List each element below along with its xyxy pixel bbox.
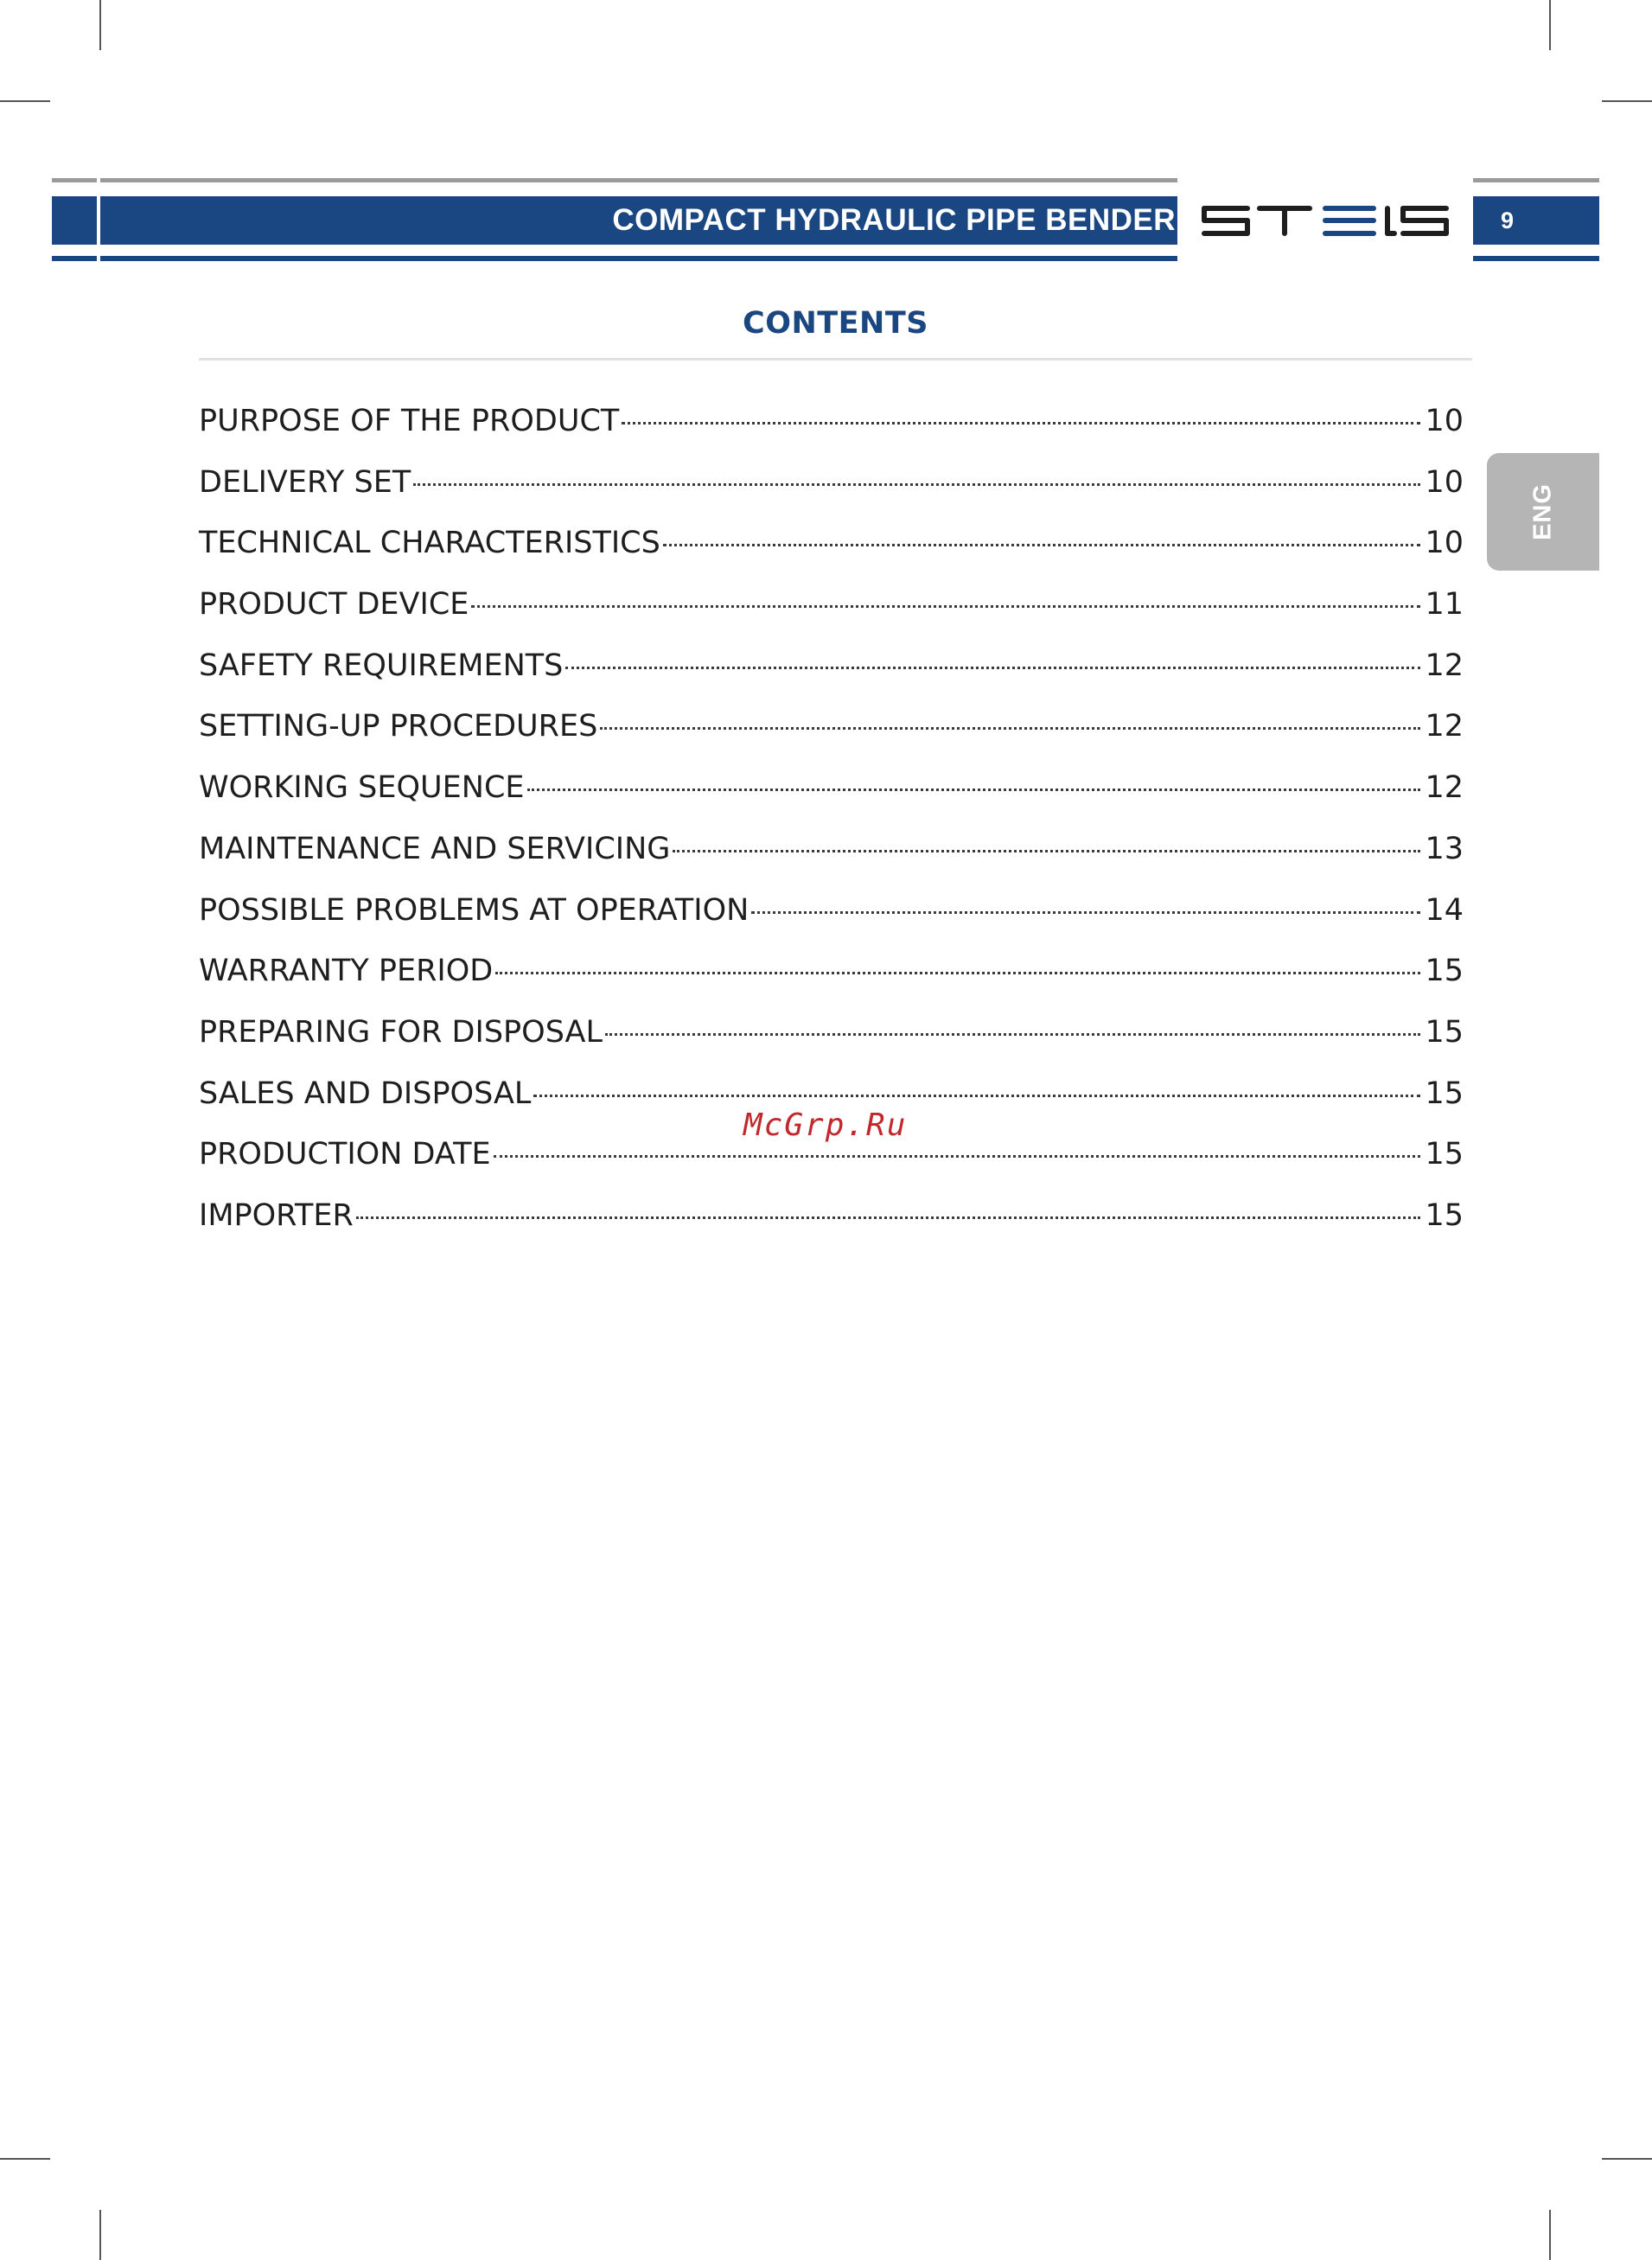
- contents-heading: CONTENTS: [743, 306, 928, 341]
- toc-entry[interactable]: [199, 574, 1464, 635]
- toc-entry-title: WARRANTY PERIOD: [199, 954, 494, 989]
- toc-entry[interactable]: [199, 941, 1464, 1002]
- toc-dot-leader: [471, 605, 1420, 608]
- crop-mark: [99, 0, 101, 50]
- toc-entry-title: SETTING-UP PROCEDURES: [199, 709, 598, 744]
- crop-mark: [1602, 100, 1652, 102]
- header-divider: [97, 178, 100, 261]
- toc-dot-leader: [356, 1216, 1421, 1219]
- toc-entry-page: 12: [1425, 648, 1464, 683]
- page-number: 9: [1501, 207, 1515, 233]
- crop-mark: [99, 2210, 101, 2260]
- toc-entry[interactable]: [199, 819, 1464, 880]
- toc-entry-title: PURPOSE OF THE PRODUCT: [199, 404, 620, 438]
- toc-entry[interactable]: [199, 391, 1464, 452]
- toc-entry-page: 11: [1425, 587, 1464, 622]
- toc-entry-title: TECHNICAL CHARACTERISTICS: [199, 526, 660, 561]
- toc-entry-title: SAFETY REQUIREMENTS: [199, 648, 564, 683]
- toc-entry-title: IMPORTER: [199, 1197, 354, 1233]
- toc-dot-leader: [605, 1033, 1420, 1036]
- toc-entry-page: 15: [1425, 1014, 1464, 1050]
- toc-dot-leader: [413, 483, 1420, 486]
- toc-entry-page: 10: [1425, 404, 1464, 438]
- header-top-rule: [52, 178, 1177, 182]
- toc-dot-leader: [751, 911, 1420, 914]
- toc-entry-page: 10: [1425, 526, 1464, 561]
- page-number-top-rule: [1473, 178, 1599, 182]
- toc-entry-page: 13: [1425, 831, 1464, 866]
- toc-dot-leader: [600, 727, 1420, 730]
- crop-mark: [0, 2158, 50, 2160]
- stels-logo: [1202, 204, 1452, 239]
- toc-entry-page: 15: [1425, 1197, 1464, 1233]
- watermark-text: McGrp.Ru: [743, 1108, 908, 1143]
- toc-entry[interactable]: [199, 635, 1464, 697]
- toc-entry-page: 15: [1425, 954, 1464, 989]
- crop-mark: [1602, 2158, 1652, 2160]
- toc-dot-leader: [622, 422, 1420, 425]
- toc-entry-page: 10: [1425, 464, 1464, 500]
- toc-entry-page: 14: [1425, 892, 1464, 928]
- toc-entry[interactable]: [199, 696, 1464, 757]
- toc-entry-title: PRODUCTION DATE: [199, 1137, 491, 1172]
- toc-entry[interactable]: [199, 513, 1464, 574]
- header-bottom-rule: [52, 256, 1177, 261]
- toc-dot-leader: [527, 788, 1421, 791]
- toc-entry-page: 12: [1425, 770, 1464, 806]
- toc-dot-leader: [533, 1095, 1420, 1097]
- crop-mark: [0, 100, 50, 102]
- toc-entry[interactable]: [199, 452, 1464, 514]
- toc-entry-title: SALES AND DISPOSAL: [199, 1076, 532, 1111]
- contents-rule: [199, 358, 1472, 361]
- toc-entry-title: DELIVERY SET: [199, 464, 411, 500]
- language-label: ENG: [1528, 483, 1557, 540]
- page-number-bottom-rule: [1473, 256, 1599, 261]
- toc-entry-page: 15: [1425, 1076, 1464, 1111]
- toc-dot-leader: [663, 544, 1421, 546]
- toc-entry-page: 15: [1425, 1137, 1464, 1172]
- toc-entry-title: MAINTENANCE AND SERVICING: [199, 831, 671, 866]
- toc-entry[interactable]: [199, 757, 1464, 819]
- language-tab: [1487, 453, 1599, 571]
- toc-entry-page: 12: [1425, 709, 1464, 744]
- toc-dot-leader: [565, 667, 1420, 669]
- toc-dot-leader: [494, 1155, 1421, 1158]
- toc-entry[interactable]: [199, 1185, 1464, 1247]
- toc-dot-leader: [495, 972, 1420, 974]
- toc-entry[interactable]: [199, 880, 1464, 942]
- toc-entry-title: POSSIBLE PROBLEMS AT OPERATION: [199, 892, 749, 928]
- crop-mark: [1549, 0, 1551, 50]
- toc-entry-title: PRODUCT DEVICE: [199, 587, 469, 622]
- toc-entry-title: PREPARING FOR DISPOSAL: [199, 1014, 603, 1050]
- toc-entry-title: WORKING SEQUENCE: [199, 770, 525, 806]
- toc-dot-leader: [673, 850, 1420, 852]
- document-title: COMPACT HYDRAULIC PIPE BENDER: [612, 203, 1176, 237]
- crop-mark: [1549, 2210, 1551, 2260]
- toc-entry[interactable]: [199, 1002, 1464, 1063]
